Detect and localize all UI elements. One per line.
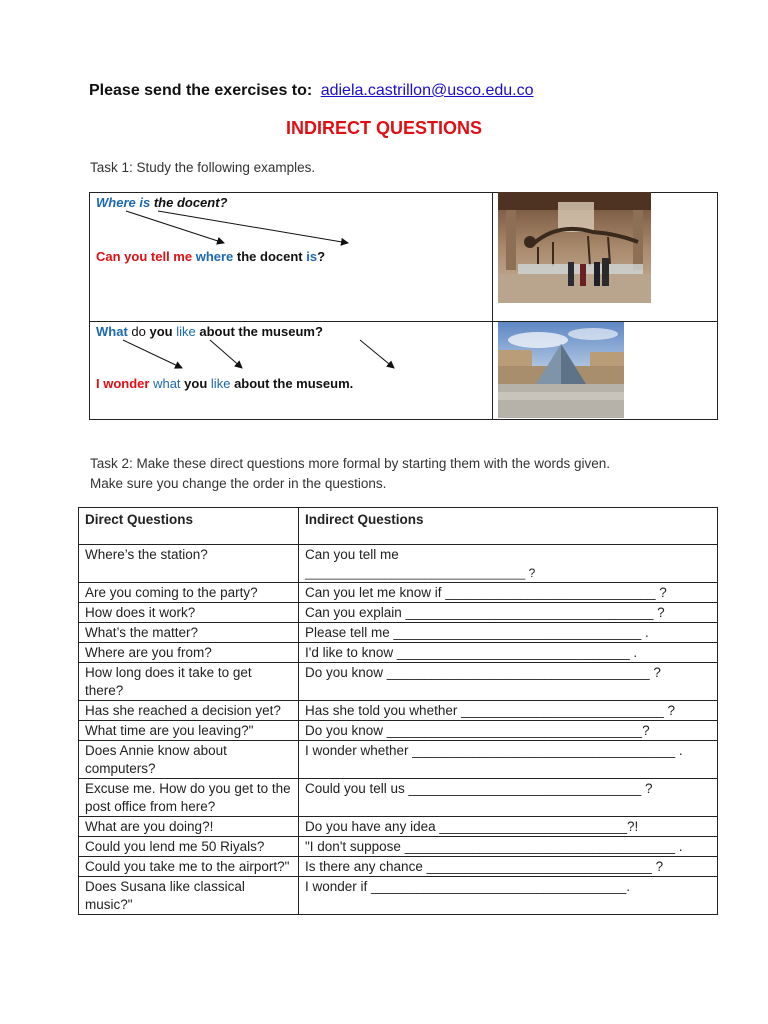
header-indirect: Indirect Questions (299, 508, 718, 545)
word-order-arrows-2 (90, 322, 490, 419)
table-row: What’s the matter? Please tell me _________________________________ . (79, 623, 718, 643)
table-row: Could you take me to the airport?" Is there any chance ______________________________ ? (79, 857, 718, 877)
word-order-arrows (90, 193, 490, 321)
send-text: Please send the exercises to: (89, 82, 313, 99)
send-instruction (89, 82, 534, 100)
indirect-question-1: Can you tell me where the docent is? (96, 249, 326, 264)
header-direct: Direct Questions (79, 508, 299, 545)
email-link[interactable]: adiela.castrillon@usco.edu.co (320, 82, 534, 99)
task2-instruction: Task 2: Make these direct questions more formal by starting them with the words given. Make sure you change the order in the questions. (90, 456, 610, 491)
table-row: How long does it take to get there? Do you know ___________________________________ ? (79, 663, 718, 701)
table-row: Excuse me. How do you get to the post office from here? Could you tell us _______________________________ ? (79, 779, 718, 817)
table-row: Does Susana like classical music?" I wonder if __________________________________. (79, 877, 718, 915)
table-row: What time are you leaving?" Do you know __________________________________? (79, 721, 718, 741)
table-row: Could you lend me 50 Riyals? "I don't suppose ____________________________________ . (79, 837, 718, 857)
table-row: How does it work? Can you explain _________________________________ ? (79, 603, 718, 623)
task1-instruction: Task 1: Study the following examples. (90, 160, 316, 175)
table-row: Where are you from? I'd like to know _______________________________ . (79, 643, 718, 663)
questions-table (78, 507, 718, 915)
indirect-question-2: I wonder what you like about the museum. (96, 376, 354, 391)
direct-question-2: What do you like about the museum? (96, 324, 323, 339)
table-row: Are you coming to the party? Can you let me know if ____________________________ ? (79, 583, 718, 603)
direct-question-1: Where is the docent? (96, 195, 228, 210)
table-row: Has she reached a decision yet? Has she told you whether ___________________________ ? (79, 701, 718, 721)
page-title: INDIRECT QUESTIONS (285, 118, 482, 138)
table-row: Where’s the station? Can you tell me _________________________________ ? (79, 545, 718, 583)
museum-dinosaur-photo (498, 192, 651, 303)
table-header-row (79, 508, 718, 545)
table-row: Does Annie know about computers? I wonder whether ___________________________________ . (79, 741, 718, 779)
louvre-pyramid-photo (498, 322, 624, 418)
table-row: What are you doing?! Do you have any idea _________________________?! (79, 817, 718, 837)
